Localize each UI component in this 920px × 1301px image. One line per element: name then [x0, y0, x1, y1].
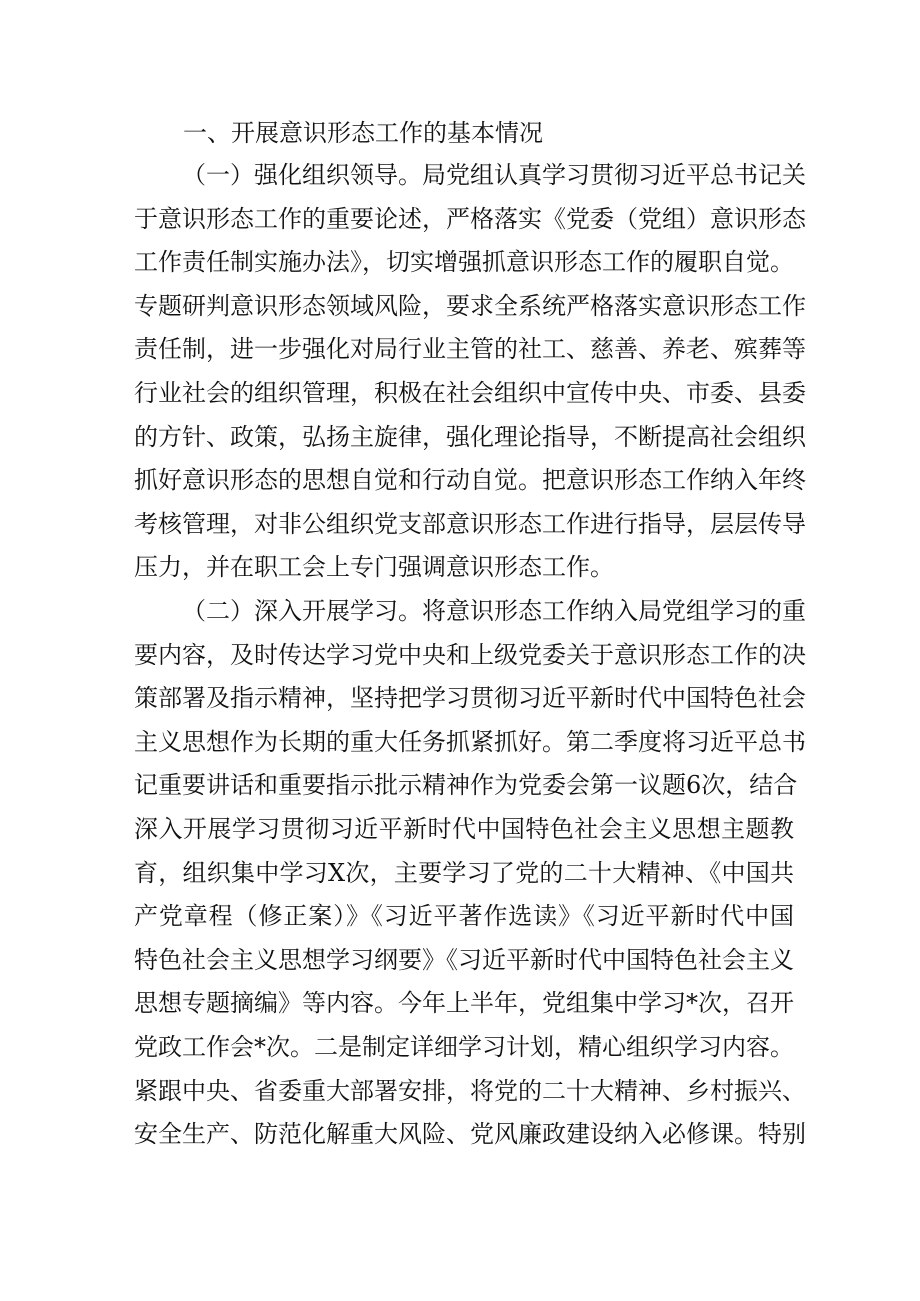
paragraph-line: 要内容，及时传达学习党中央和上级党委关于意识形态工作的决	[134, 640, 806, 669]
paragraph-line: 紧跟中央、省委重大部署安排，将党的二十大精神、乡村振兴、	[134, 1076, 806, 1105]
paragraph-line: 深入开展学习贯彻习近平新时代中国特色社会主义思想主题教	[134, 814, 794, 843]
paragraph-line: 工作责任制实施办法》，切实增强抓意识形态工作的履职自觉。	[134, 248, 794, 277]
paragraph-in-depth-study	[134, 590, 806, 1157]
paragraph-line: 的方针、政策，弘扬主旋律，强化理论指导，不断提高社会组织	[134, 422, 806, 451]
paragraph-line: 特色社会主义思想学习纲要》《习近平新时代中国特色社会主义	[134, 945, 794, 974]
section-heading: 一、开展意识形态工作的基本情况	[183, 119, 543, 147]
paragraph-line: 压力，并在职工会上专门强调意识形态工作。	[134, 553, 614, 582]
paragraph-organization-leadership	[134, 154, 806, 590]
paragraph-line: 考核管理，对非公组织党支部意识形态工作进行指导，层层传导	[134, 509, 806, 538]
paragraph-line: 于意识形态工作的重要论述，严格落实《党委（党组）意识形态	[134, 204, 806, 233]
paragraph-line: 专题研判意识形态领域风险，要求全系统严格落实意识形态工作	[134, 291, 806, 320]
paragraph-line: （二）深入开展学习。将意识形态工作纳入局党组学习的重	[182, 597, 806, 625]
paragraph-line: 党政工作会*次。二是制定详细学习计划，精心组织学习内容。	[134, 1032, 794, 1061]
paragraph-line: 主义思想作为长期的重大任务抓紧抓好。第二季度将习近平总书	[134, 727, 806, 756]
paragraph-line: 产党章程（修正案）》《习近平著作选读》《习近平新时代中国	[134, 902, 794, 931]
paragraph-line: 行业社会的组织管理，积极在社会组织中宣传中央、市委、县委	[134, 378, 806, 407]
paragraph-line: 责任制，进一步强化对局行业主管的社工、慈善、养老、殡葬等	[134, 335, 806, 364]
paragraph-line: （一）强化组织领导。局党组认真学习贯彻习近平总书记关	[182, 161, 806, 189]
paragraph-line: 记重要讲话和重要指示批示精神作为党委会第一议题6次，结合	[134, 771, 798, 800]
paragraph-line: 思想专题摘编》等内容。今年上半年，党组集中学习*次，召开	[134, 989, 794, 1018]
paragraph-line: 安全生产、防范化解重大风险、党风廉政建设纳入必修课。特别	[134, 1120, 806, 1149]
paragraph-line: 策部署及指示精神，坚持把学习贯彻习近平新时代中国特色社会	[134, 684, 806, 713]
paragraph-line: 抓好意识形态的思想自觉和行动自觉。把意识形态工作纳入年终	[134, 466, 806, 495]
paragraph-line: 育，组织集中学习X次，主要学习了党的二十大精神、《中国共	[134, 858, 794, 887]
